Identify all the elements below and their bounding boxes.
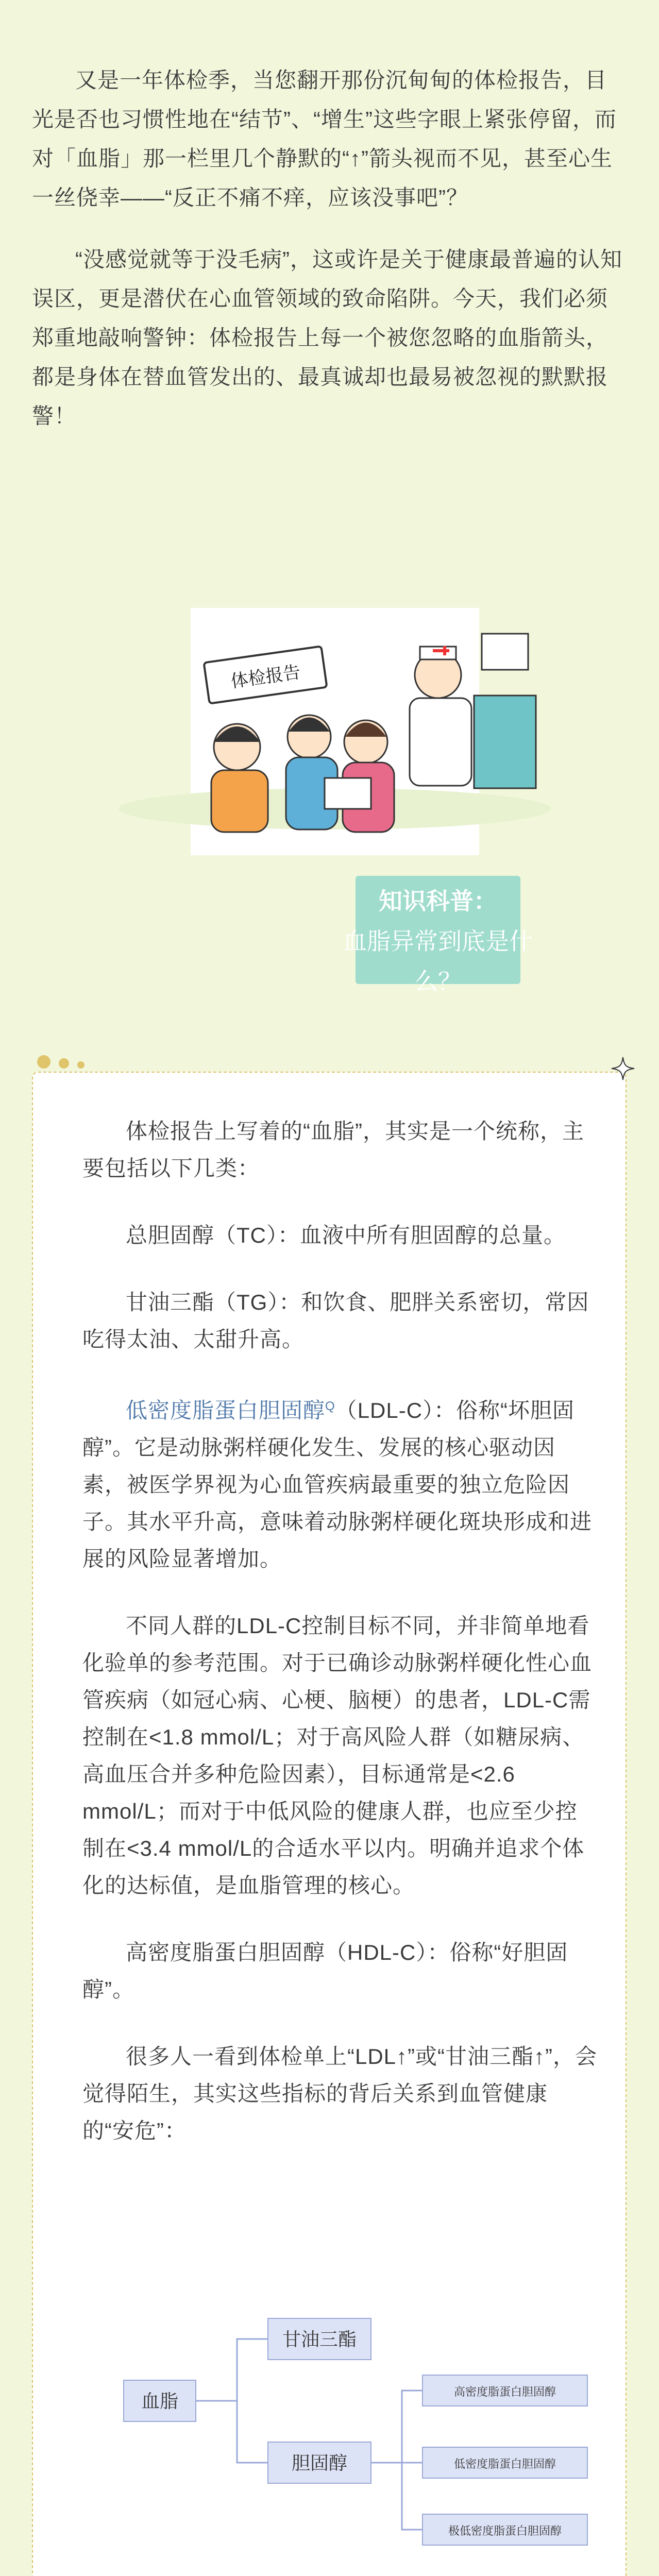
- content-paragraph-3: 甘油三酯（TG）：和饮食、肥胖关系密切，常因吃得太油、太甜升高。: [82, 1290, 589, 1351]
- intro-block: [32, 61, 627, 459]
- diagram-chol: 胆固醇: [291, 2452, 348, 2473]
- ldl-description: （LDL-C）：俗称“坏胆固醇”。它是动脉粥样硬化发生、发展的核心驱动因素，被医学界视为心血管疾病最重要的独立危险因子。其水平升高，意味着动脉粥样硬化斑块形成和进展的风险显著增加。: [82, 1398, 593, 1571]
- intro-paragraph-1: 又是一年体检季，当您翻开那份沉甸甸的体检报告，目光是否也习惯性地在“结节”、“增生”这些字眼上紧张停留，而对「血脂」那一栏里几个静默的“↑”箭头视而不见，甚至心生一丝侥幸——“反正不痛不痒，应该没事吧”？: [32, 68, 617, 210]
- content-paragraph-6: 高密度脂蛋白胆固醇（HDL-C）：俗称“好胆固醇”。: [82, 1940, 568, 2002]
- lipid-diagram: [82, 2308, 598, 2576]
- content-paragraph-5: 不同人群的LDL-C控制目标不同，并非简单地看化验单的参考范围。对于已确诊动脉粥样硬化性心血管疾病（如冠心病、心梗、脑梗）的患者，LDL-C需控制在<1.8 mmol/L；对于高风险人群（如糖尿病、高血压合并多种危险因素），目标通常是<2.6 mmol/L；而对于中低风险的健康人群，也应至少控制在<3.4 mmol/L的合适水平以内。明确并追求个体化的达标值，是血脂管理的核心。: [82, 1614, 593, 1897]
- section-title-line2: 血脂异常到底是什么？: [343, 928, 533, 995]
- content-paragraph-1: 体检报告上写着的“血脂”，其实是一个统称，主要包括以下几类：: [82, 1119, 584, 1180]
- content-paragraph-7: 很多人一看到体检单上“LDL↑”或“甘油三酯↑”，会觉得陌生，其实这些指标的背后关系到血管健康的“安危”：: [82, 2044, 597, 2143]
- content-paragraph-2: 总胆固醇（TC）：血液中所有胆固醇的总量。: [126, 1223, 566, 1247]
- diagram-sub3: 极低密度脂蛋白胆固醇: [448, 2524, 562, 2537]
- checkup-illustration: [103, 592, 567, 871]
- intro-paragraph-2: “没感觉就等于没毛病”，这或许是关于健康最普遍的认知误区，更是潜伏在心血管领域的致命陷阱。今天，我们必须郑重地敲响警钟：体检报告上每一个被您忽略的血脂箭头，都是身体在替血管发出的、最真诚却也最易被忽视的默默报警！: [32, 247, 622, 428]
- decor-dots: [37, 1055, 93, 1071]
- section-title: [330, 881, 546, 1002]
- diagram-sub2: 低密度脂蛋白胆固醇: [453, 2458, 556, 2470]
- sign-text: 体检报告: [229, 662, 302, 692]
- search-icon[interactable]: Q: [325, 1399, 335, 1413]
- content-paragraph-4: [82, 1388, 598, 1578]
- diagram-tg: 甘油三酯: [282, 2329, 357, 2350]
- diagram-sub1: 高密度脂蛋白胆固醇: [453, 2385, 556, 2398]
- ldl-link[interactable]: 低密度脂蛋白胆固醇: [126, 1398, 326, 1422]
- content-text: [82, 1113, 598, 2179]
- section-title-line1: 知识科普：: [379, 888, 497, 914]
- sparkle-icon: [611, 1056, 635, 1081]
- diagram-root: 血脂: [141, 2391, 179, 2412]
